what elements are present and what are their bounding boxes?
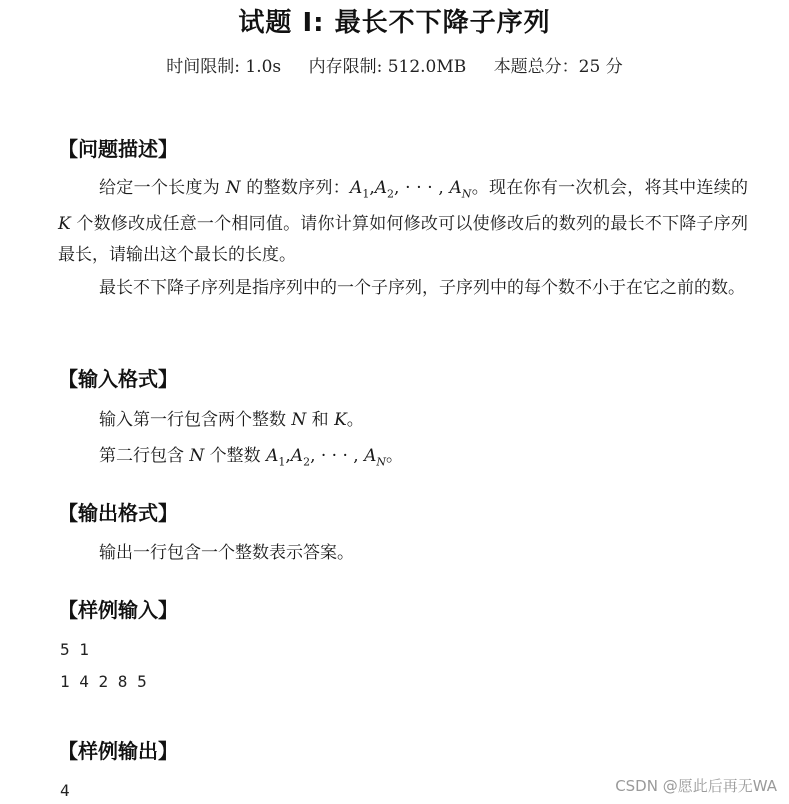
problem-meta <box>0 52 789 77</box>
sample-input-line-1: 5 1 <box>60 640 89 659</box>
sample-input-line-2: 1 4 2 8 5 <box>60 672 147 691</box>
description-paragraph-2: 最长不下降子序列是指序列中的一个子序列，子序列中的每个数不小于在它之前的数。 <box>99 278 745 298</box>
problem-title: 试题 I: 最长不下降子序列 <box>238 8 551 38</box>
input-format-line-1: 输入第一行包含两个整数 N 和 K。 <box>99 410 364 430</box>
input-format-heading: 【输入格式】 <box>58 367 178 391</box>
total-score: 本题总分：25 分 <box>493 57 623 77</box>
output-format-line-1: 输出一行包含一个整数表示答案。 <box>99 543 354 563</box>
sample-output-heading: 【样例输出】 <box>58 739 178 763</box>
description-heading: 【问题描述】 <box>58 137 178 161</box>
sample-input-heading: 【样例输入】 <box>58 598 178 622</box>
var-n: N <box>225 178 241 198</box>
sample-output-line-1: 4 <box>60 781 70 800</box>
var-k: K <box>58 214 71 235</box>
csdn-watermark: CSDN @愿此后再无WA <box>615 777 777 795</box>
output-format-heading: 【输出格式】 <box>58 501 178 525</box>
description-paragraph-1: 给定一个长度为 N 的整数序列：$A_1,A_2$, · · · , $A_N$。现在你有一次机会，将其中连续的 K 个数修改成任意一个相同值。请你计算如何修改可以使修改后的数列的最长不下降子序列最长，请输出这个最长的长度。 <box>58 178 749 266</box>
time-limit: 时间限制: 1.0s <box>166 57 282 77</box>
input-format-line-2: 第二行包含 N 个整数 $A_1,A_2$, · · · , $A_N$。 <box>99 446 404 469</box>
memory-limit: 内存限制: 512.0MB <box>308 57 467 77</box>
